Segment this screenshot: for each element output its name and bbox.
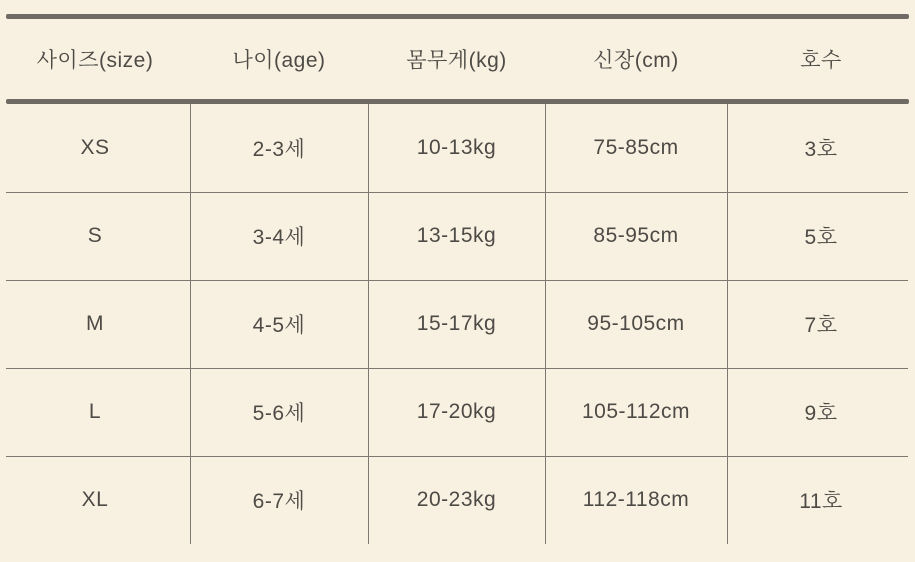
- table-row: [0, 104, 915, 192]
- table-row: [0, 280, 915, 368]
- table-row: [0, 192, 915, 280]
- column-divider-line: [368, 104, 369, 544]
- cell-number: 11호: [799, 490, 843, 513]
- cell-height: 85-95cm: [593, 224, 679, 247]
- cell-height: 105-112cm: [581, 400, 690, 423]
- cell-size: XL: [81, 488, 109, 511]
- cell-age: 6-7세: [252, 490, 306, 513]
- cell-age: 5-6세: [252, 402, 306, 425]
- column-header-age: 나이(age): [232, 49, 326, 72]
- cell-age: 2-3세: [252, 138, 306, 161]
- cell-size: S: [87, 224, 103, 247]
- cell-number: 9호: [804, 402, 838, 425]
- cell-size: M: [86, 312, 104, 335]
- cell-weight: 13-15kg: [416, 224, 497, 247]
- cell-height: 75-85cm: [593, 136, 679, 159]
- column-divider-line: [727, 104, 728, 544]
- table-row: [0, 368, 915, 456]
- cell-weight: 15-17kg: [416, 312, 497, 335]
- cell-size: L: [88, 400, 102, 423]
- column-header-height: 신장(cm): [593, 49, 679, 72]
- cell-number: 5호: [804, 226, 838, 249]
- cell-height: 95-105cm: [587, 312, 685, 335]
- column-divider-line: [190, 104, 191, 544]
- table-header-row: [0, 19, 915, 99]
- cell-weight: 20-23kg: [416, 488, 497, 511]
- table-row: [0, 456, 915, 544]
- cell-weight: 17-20kg: [416, 400, 497, 423]
- row-divider-line: [6, 456, 908, 457]
- column-header-size: 사이즈(size): [36, 49, 154, 72]
- table-body: [0, 104, 915, 544]
- cell-number: 7호: [804, 314, 838, 337]
- cell-height: 112-118cm: [582, 488, 690, 511]
- column-header-number: 호수: [800, 49, 842, 72]
- row-divider-line: [6, 192, 908, 193]
- cell-weight: 10-13kg: [416, 136, 497, 159]
- row-divider-line: [6, 280, 908, 281]
- row-divider-line: [6, 368, 908, 369]
- column-header-weight: 몸무게(kg): [406, 49, 507, 72]
- cell-age: 3-4세: [252, 226, 306, 249]
- column-divider-line: [545, 104, 546, 544]
- cell-size: XS: [80, 136, 110, 159]
- cell-age: 4-5세: [252, 314, 306, 337]
- cell-number: 3호: [804, 138, 838, 161]
